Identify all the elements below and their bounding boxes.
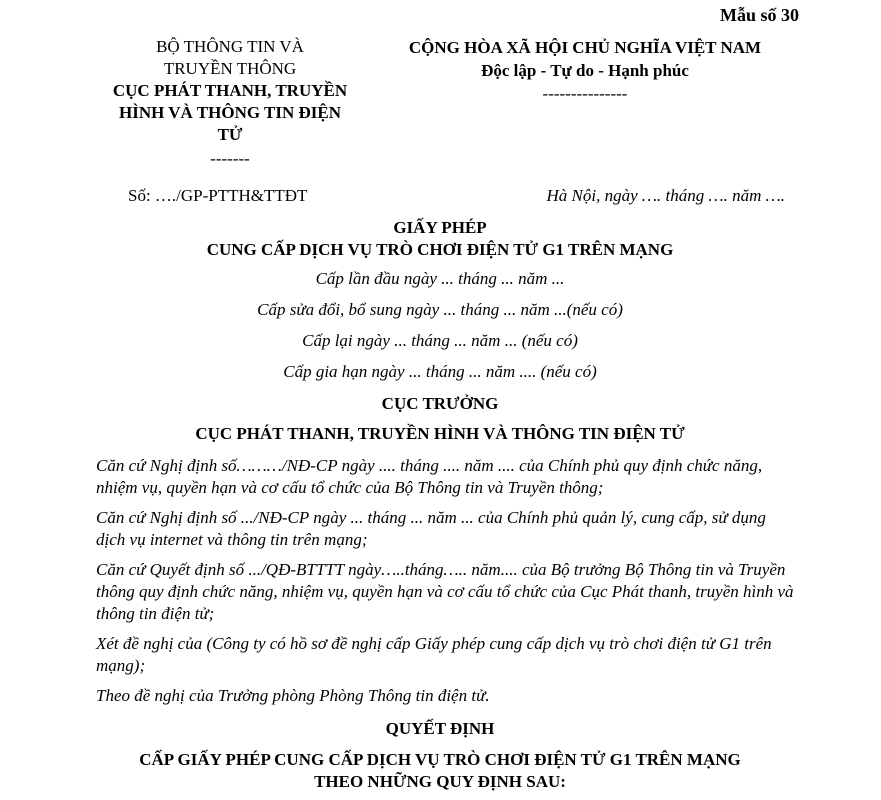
authority-title: CỤC TRƯỞNG	[381, 394, 499, 413]
legal-basis-item: Xét đề nghị của (Công ty có hồ sơ đề nghị cấp Giấy phép cung cấp dịch vụ trò chơi điện tử G1 trên mạng);	[96, 634, 772, 675]
document-number: Số: …./GP-PTTH&TTĐT	[128, 186, 308, 205]
issue-date-line: Cấp lại ngày ... tháng ... năm ... (nếu có)	[302, 331, 578, 350]
place-date: Hà Nội, ngày …. tháng …. năm ….	[546, 186, 785, 205]
issue-date-line: Cấp lần đầu ngày ... tháng ... năm ...	[315, 269, 565, 288]
legal-basis-item: Căn cứ Quyết định số .../QĐ-BTTTT ngày…..tháng….. năm.... của Bộ trưởng Bộ Thông tin và Truyền thông quy định chức năng, nhiệm vụ, quyền hạn và cơ cấu tổ chức của Cục Phát thanh, truyền hình và thông tin điện tử;	[96, 560, 794, 623]
decision-heading	[90, 718, 790, 793]
decision-title: QUYẾT ĐỊNH	[385, 719, 495, 738]
legal-basis-item: Căn cứ Nghị định số………/NĐ-CP ngày .... tháng .... năm .... của Chính phủ quy định chức năng, nhiệm vụ, quyền hạn và cơ cấu tổ chức của Bộ Thông tin và Truyền thông;	[96, 456, 763, 497]
department-name-line: HÌNH VÀ THÔNG TIN ĐIỆN	[119, 103, 341, 122]
document-title	[90, 217, 790, 261]
legal-basis-item: Căn cứ Nghị định số .../NĐ-CP ngày ... tháng ... năm ... của Chính phủ quản lý, cung cấp, sử dụng dịch vụ internet và thông tin trên mạng;	[96, 508, 766, 549]
nation-separator: ---------------	[542, 84, 628, 103]
decision-line: THEO NHỮNG QUY ĐỊNH SAU:	[314, 772, 566, 791]
authority-heading	[90, 393, 790, 453]
form-number: Mẫu số 30	[719, 5, 799, 25]
nation-motto: Độc lập - Tự do - Hạnh phúc	[481, 61, 689, 80]
department-name-line: TỬ	[217, 125, 243, 144]
issue-date-line: Cấp gia hạn ngày ... tháng ... năm .... (nếu có)	[283, 362, 597, 381]
issue-dates	[90, 268, 790, 392]
issuer-separator: -------	[210, 149, 250, 168]
issuer-block	[90, 36, 370, 170]
department-name-line: CỤC PHÁT THANH, TRUYỀN	[112, 81, 348, 100]
issue-date-line: Cấp sửa đổi, bổ sung ngày ... tháng ... năm ...(nếu có)	[257, 300, 623, 319]
title-line: CUNG CẤP DỊCH VỤ TRÒ CHƠI ĐIỆN TỬ G1 TRÊN MẠNG	[206, 240, 674, 259]
ministry-name-line: BỘ THÔNG TIN VÀ	[156, 37, 304, 56]
nation-name: CỘNG HÒA XÃ HỘI CHỦ NGHĨA VIỆT NAM	[408, 38, 762, 57]
decision-line: CẤP GIẤY PHÉP CUNG CẤP DỊCH VỤ TRÒ CHƠI ĐIỆN TỬ G1 TRÊN MẠNG	[139, 750, 741, 769]
legal-basis-list	[96, 455, 796, 715]
title-line: GIẤY PHÉP	[393, 218, 487, 237]
national-header	[385, 36, 785, 105]
ministry-name-line: TRUYỀN THÔNG	[163, 59, 297, 78]
legal-basis-item: Theo đề nghị của Trưởng phòng Phòng Thông tin điện tử.	[96, 686, 490, 705]
authority-department: CỤC PHÁT THANH, TRUYỀN HÌNH VÀ THÔNG TIN ĐIỆN TỬ	[195, 424, 685, 443]
